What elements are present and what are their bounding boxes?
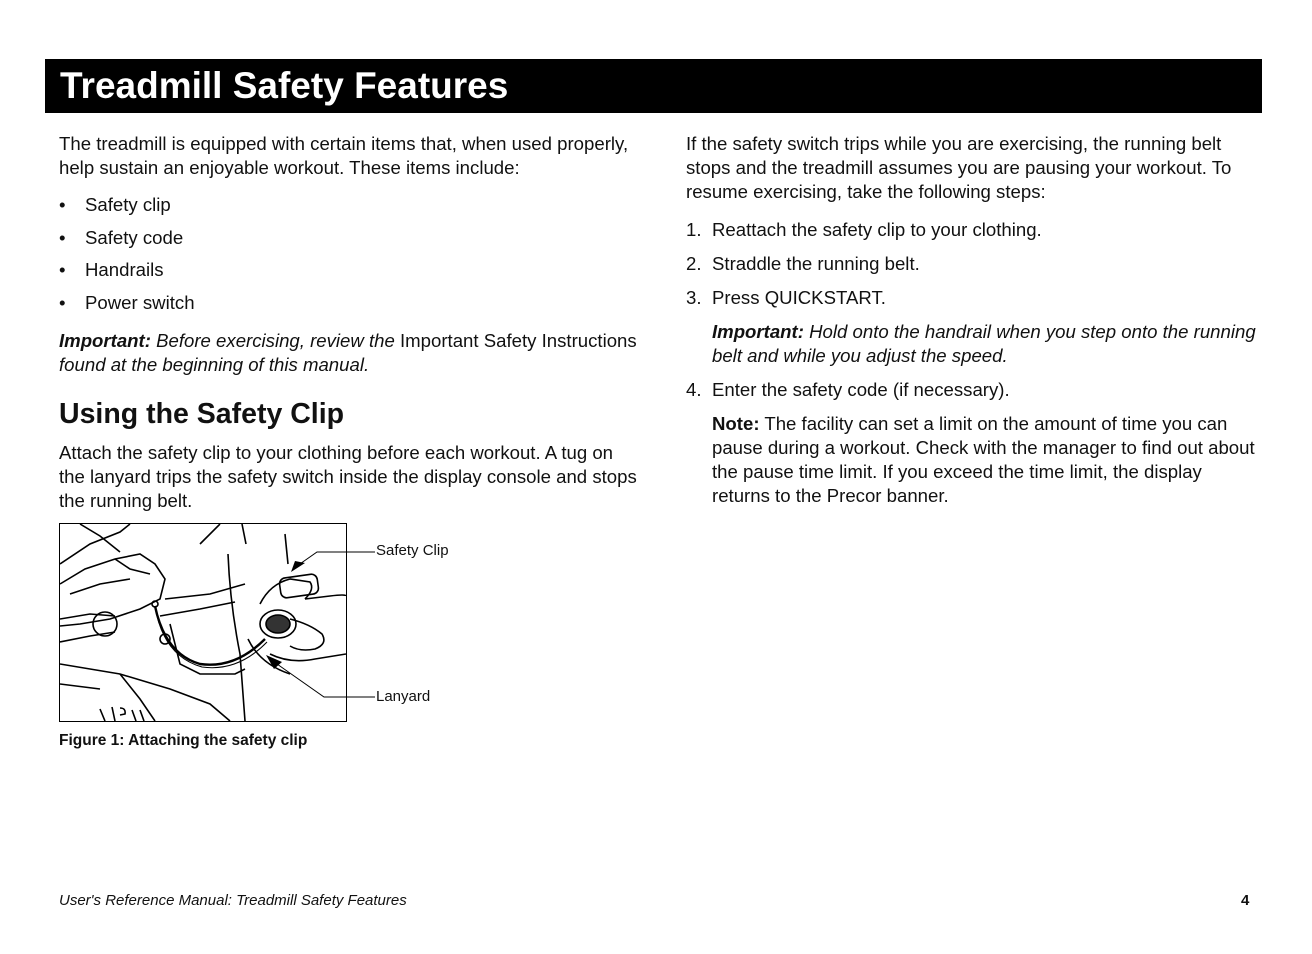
step-item: 4. Enter the safety code (if necessary). [686, 379, 1010, 400]
doc-reference: Important Safety Instructions [400, 330, 637, 351]
left-column [59, 132, 639, 513]
arrowhead-icon [291, 561, 305, 572]
list-item: • Safety code [59, 226, 184, 248]
figure-caption: Figure 1: Attaching the safety clip [59, 732, 308, 749]
bullet-marker: • [59, 226, 66, 248]
title-bar [45, 59, 1262, 113]
section-paragraph: Attach the safety clip to your clothing before each workout. A tug on the lanyard trips the safety switch inside the display console and stops the running belt. [59, 442, 637, 511]
callout-leaders [59, 523, 379, 720]
important-handrail-note: Important: Hold onto the handrail when you step onto the running belt and while you adjust the speed. [712, 321, 1256, 366]
callout-safety-clip: Safety Clip [376, 542, 449, 559]
footer-text: User's Reference Manual: Treadmill Safety Features [59, 892, 407, 909]
list-item: • Power switch [59, 291, 195, 313]
important-label: Important: [59, 330, 151, 351]
step-item: 2. Straddle the running belt. [686, 253, 920, 274]
figure [59, 523, 479, 753]
page-number: 4 [1241, 892, 1250, 909]
safety-items-list [59, 193, 639, 323]
note-label: Note: [712, 413, 760, 434]
intro-paragraph: The treadmill is equipped with certain items that, when used properly, help sustain an enjoyable workout. These items include: [59, 133, 629, 178]
bullet-marker: • [59, 194, 66, 215]
arrowhead-icon [266, 655, 282, 669]
bullet-marker: • [59, 259, 66, 280]
resume-steps [686, 218, 1256, 310]
page-title: Treadmill Safety Features [60, 65, 509, 106]
list-item: • Safety clip [59, 194, 171, 215]
pause-time-note: Note: The facility can set a limit on the amount of time you can pause during a workout. Check with the manager to find out about the pause time limit. If you exceed the time limit, the display returns to the Precor banner. [712, 413, 1255, 506]
bullet-marker: • [59, 291, 66, 313]
important-label: Important: [712, 321, 804, 342]
right-column [686, 132, 1256, 518]
resume-steps-continued [686, 378, 1256, 402]
step-item: 3. Press QUICKSTART. [686, 287, 886, 308]
callout-lanyard: Lanyard [376, 688, 431, 705]
list-item: • Handrails [59, 259, 164, 280]
step-item: 1. Reattach the safety clip to your clothing. [686, 219, 1042, 240]
resume-intro: If the safety switch trips while you are exercising, the running belt stops and the treadmill assumes you are pausing your workout. To resume exercising, take the following steps: [686, 133, 1232, 202]
section-heading: Using the Safety Clip [59, 398, 345, 430]
important-note: Important: Before exercising, review the Important Safety Instructions found at the beginning of this manual. [59, 330, 637, 375]
